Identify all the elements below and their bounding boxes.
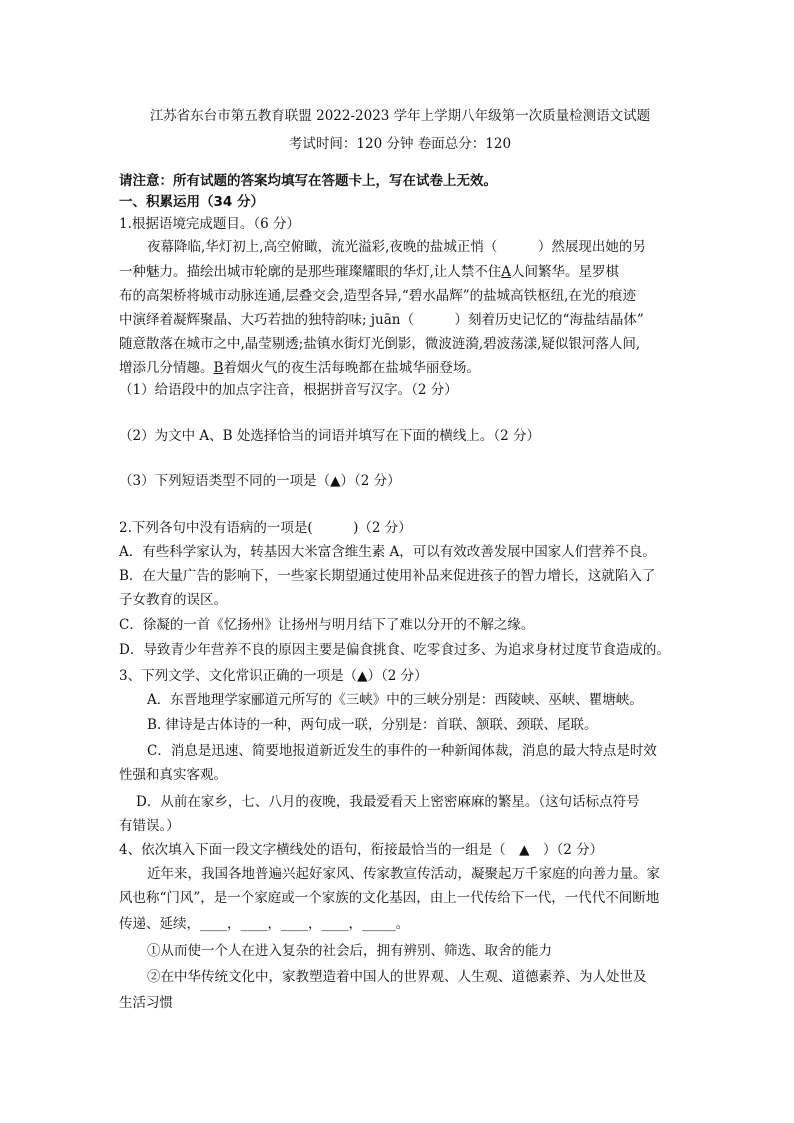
q3-option-d-cont: 有错误。）	[119, 818, 180, 834]
q2-option-b-cont: 子女教育的误区。	[119, 592, 227, 608]
q1-sub3: （3）下列短语类型不同的一项是（▲）（2 分）	[119, 473, 401, 489]
q1-text: 人间繁华。星罗棋	[511, 264, 620, 280]
q1-text: 着烟火气的夜生活每晚都在盐城华丽登场。	[223, 360, 480, 376]
q2-title: 2.下列各句中没有语病的一项是( )（2 分）	[119, 520, 412, 536]
q3-option-d: D．从前在家乡，七、八月的夜晚，我最爱看天上密密麻麻的繁星。（这句话标点符号	[136, 794, 640, 810]
q2-option-c: C．徐凝的一首《忆扬州》让扬州与明月结下了难以分开的不解之缘。	[119, 617, 535, 633]
q4-paragraph-line: 传递、延续，____，____，____，____，_____。	[119, 916, 410, 932]
q1-paragraph-line: 夜幕降临,华灯初上,高空俯瞰，流光溢彩,夜晚的盐城正悄（ ）然展现出她的另	[147, 239, 646, 255]
section-heading: 一、积累运用（34 分）	[119, 194, 264, 210]
exam-subtitle: 考试时间：120 分钟 卷面总分：120	[288, 136, 512, 152]
q3-option-c: C．消息是迅速、简要地报道新近发生的事件的一种新闻体裁，消息的最大特点是时效	[147, 743, 657, 759]
blank-mark-b: B	[213, 360, 224, 376]
q4-paragraph-line: 风也称“门风”，是一个家庭或一个家族的文化基因，由上一代传给下一代，一代代不间断地	[119, 890, 660, 906]
q2-option-b: B．在大量广告的影响下，一些家长期望通过使用补品来促进孩子的智力增长，这就陷入了	[119, 568, 656, 584]
q1-paragraph-line	[119, 262, 679, 282]
q1-paragraph-line	[119, 358, 679, 378]
q2-option-a: A．有些科学家认为，转基因大米富含维生素 A，可以有效改善发展中国家人们营养不良。	[119, 544, 656, 560]
q1-text: 增添几分情趣。	[119, 360, 214, 376]
q3-option-a: A．东晋地理学家郦道元所写的《三峡》中的三峡分别是：西陵峡、巫峡、瞿塘峡。	[147, 692, 643, 708]
q1-sub1: （1）给语段中的加点字注音，根据拼音写汉字。（2 分）	[119, 382, 458, 398]
notice: 请注意：所有试题的答案均填写在答题卡上，写在试卷上无效。	[119, 173, 497, 189]
q1-sub2: （2）为文中 A、B 处选择恰当的词语并填写在下面的横线上。（2 分）	[119, 428, 540, 444]
blank-mark-a: A	[501, 264, 512, 280]
q4-option-2-cont: 生活习惯	[119, 995, 173, 1011]
q3-title: 3、下列文学、文化常识正确的一项是（▲）（2 分）	[119, 668, 428, 684]
q1-title: 1.根据语境完成题目。（6 分）	[119, 216, 301, 232]
q1-paragraph-line: 布的高架桥将城市动脉连通,层叠交会,造型各异,“碧水晶辉”的盐城高铁枢纽,在光的痕迹	[119, 288, 636, 304]
q1-text: 一种魅力。描绘出城市轮廓的是那些璀璨耀眼的华灯,让人禁不住	[119, 264, 502, 280]
q4-option-2: ②在中华传统文化中，家教塑造着中国人的世界观、人生观、道德素养、为人处世及	[147, 969, 647, 985]
q2-option-d: D．导致青少年营养不良的原因主要是偏食挑食、吃零食过多、为追求身材过度节食造成的。	[119, 642, 670, 658]
q3-option-c-cont: 性强和真实客观。	[119, 767, 227, 783]
q3-option-b: B. 律诗是古体诗的一种，两句成一联，分别是：首联、颔联、颈联、尾联。	[147, 717, 598, 733]
q1-paragraph-line: 中演绎着凝辉聚晶、大巧若拙的独特韵味; juān（ ）刻着历史记忆的“海盐结晶体”	[119, 312, 644, 328]
q4-option-1: ①从而使一个人在进入复杂的社会后，拥有辨别、筛选、取舍的能力	[147, 943, 552, 959]
q4-paragraph-line: 近年来，我国各地普遍兴起好家风、传家教宣传活动，凝聚起万千家庭的向善力量。家	[147, 866, 660, 882]
exam-title: 江苏省东台市第五教育联盟 2022-2023 学年上学期八年级第一次质量检测语文试题	[149, 108, 651, 124]
q4-title: 4、依次填入下面一段文字横线处的语句，衔接最恰当的一组是（ ▲ ）（2 分）	[119, 842, 604, 858]
q1-paragraph-line: 随意散落在城市之中,晶莹剔透;盐镇水街灯光倒影，微波涟漪,碧波荡漾,疑似银河落人间,	[119, 336, 641, 352]
